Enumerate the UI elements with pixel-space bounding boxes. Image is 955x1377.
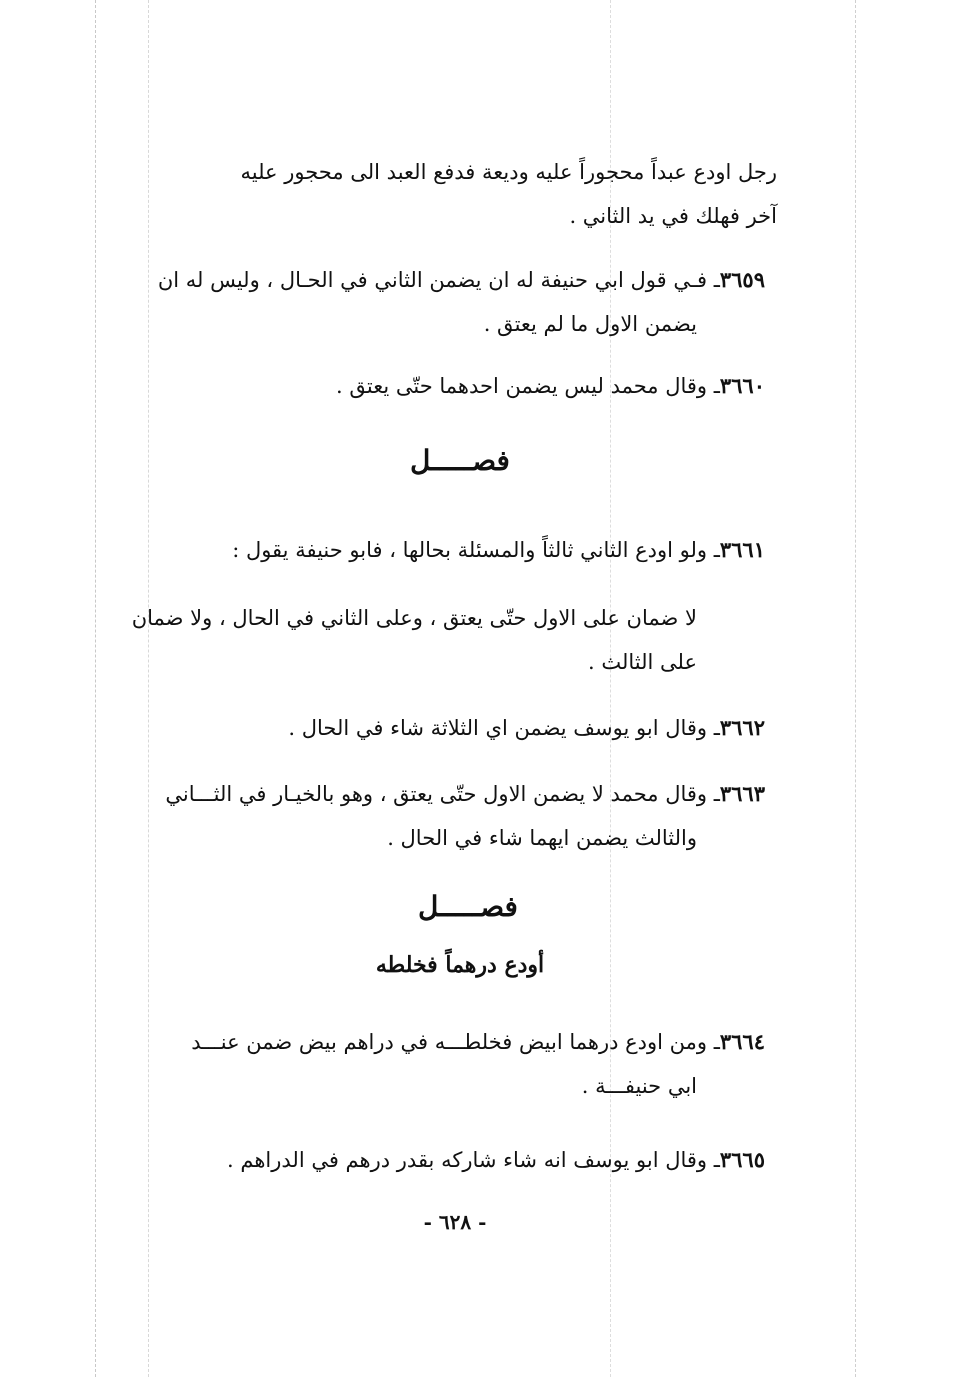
scan-fold-line <box>148 0 149 1377</box>
paragraph-number: ٣٦٦٣ <box>719 781 765 806</box>
paragraph-number: ٣٦٦١ <box>719 537 765 562</box>
paragraph-text: ابي حنيفـــة . <box>581 1074 697 1098</box>
paragraph-text: ـ وقال ابو يوسف انه شاء شاركه بقدر درهم في الدراهم . <box>227 1148 720 1172</box>
scan-fold-line <box>855 0 856 1377</box>
paragraph-text: ـ ولو اودع الثاني ثالثاً والمسئلة بحالها ، فابو حنيفة يقول : <box>232 538 720 562</box>
section-heading: فصـــــل <box>410 444 510 477</box>
paragraph-3660 <box>336 364 765 408</box>
paragraph-text: يضمن الاول ما لم يعتق . <box>483 312 697 336</box>
quote-line-2: على الثالث . <box>588 650 697 674</box>
paragraph-number: ٣٦٦٤ <box>719 1029 765 1054</box>
intro-line-1: رجل اودع عبداً محجوراً عليه وديعة فدفع العبد الى محجور عليه <box>240 160 777 184</box>
paragraph-3659 <box>158 258 765 346</box>
paragraph-text: والثالث يضمن ايهما شاء في الحال . <box>387 826 697 850</box>
paragraph-number: ٣٦٦٥ <box>719 1147 765 1172</box>
section-heading: فصـــــل <box>418 890 518 923</box>
paragraph-3662 <box>288 706 765 750</box>
paragraph-3661 <box>232 528 765 572</box>
paragraph-number: ٣٦٥٩ <box>719 267 765 292</box>
paragraph-number: ٣٦٦٠ <box>719 373 765 398</box>
paragraph-number: ٣٦٦٢ <box>719 715 765 740</box>
scan-fold-line <box>95 0 96 1377</box>
intro-paragraph <box>240 150 777 238</box>
paragraph-text: ـ وقال ابو يوسف يضمن اي الثلاثة شاء في الحال . <box>288 716 720 740</box>
paragraph-3663 <box>165 772 765 860</box>
quoted-ruling <box>132 596 697 684</box>
paragraph-3664 <box>191 1020 765 1108</box>
paragraph-text: ـ فـي قول ابي حنيفة له ان يضمن الثاني في الحـال ، وليس له ان <box>157 268 720 292</box>
quote-line-1: لا ضمان على الاول حتّى يعتق ، وعلى الثاني في الحال ، ولا ضمان <box>131 606 697 630</box>
section-subheading: أودع درهماً فخلطه <box>375 952 545 978</box>
intro-line-2: آخر فهلك في يد الثاني . <box>569 204 777 228</box>
page-number: - ٦٢٨ - <box>423 1210 487 1234</box>
paragraph-3665 <box>227 1138 765 1182</box>
paragraph-text: ـ وقال محمد ليس يضمن احدهما حتّى يعتق . <box>336 374 720 398</box>
paragraph-text: ـ وقال محمد لا يضمن الاول حتّى يعتق ، وهو بالخيـار في الثـــاني <box>165 782 720 806</box>
paragraph-text: ـ ومن اودع درهما ابيض فخلطـــه في دراهم بيض ضمن عنـــد <box>191 1030 720 1054</box>
